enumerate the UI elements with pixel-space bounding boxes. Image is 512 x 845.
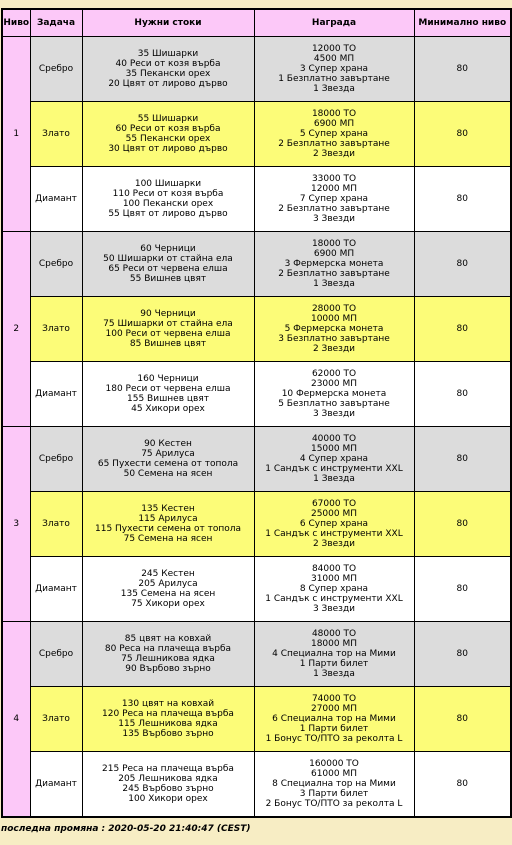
- reward-line: 6900 МП: [313, 119, 355, 129]
- goods-line: 75 Лешникова ядка: [121, 654, 215, 664]
- reward-line: 3 Звезди: [312, 409, 356, 419]
- reward-line: 10 Фермерска монета: [281, 389, 387, 399]
- task-name-cell: Сребро: [30, 232, 82, 297]
- header-row: [2, 9, 511, 37]
- reward-line: 5 Фермерска монета: [284, 324, 384, 334]
- reward-line: 8 Специална тор на Мими: [272, 778, 396, 789]
- quest-table: [1, 8, 512, 818]
- reward-line: 62000 ТО: [311, 369, 357, 379]
- goods-line: 120 Реса на плачеща върба: [102, 709, 234, 719]
- reward-line: 28000 ТО: [311, 304, 357, 314]
- reward-line: 6900 МП: [313, 249, 355, 259]
- goods-line: 160 Черници: [137, 374, 199, 384]
- goods-line: 100 Хикори орех: [128, 793, 208, 804]
- reward-line: 7 Супер храна: [299, 194, 369, 204]
- min-level-cell: 80: [414, 167, 511, 232]
- goods-line: 55 Пекански орех: [125, 134, 211, 144]
- task-name-cell: Сребро: [30, 622, 82, 687]
- task-name-cell: Диамант: [30, 167, 82, 232]
- reward-line: 25000 МП: [310, 509, 358, 519]
- reward-line: 10000 МП: [310, 314, 358, 324]
- goods-line: 100 Пекански орех: [122, 199, 214, 209]
- task-name-cell: Сребро: [30, 37, 82, 102]
- goods-cell: [82, 427, 254, 492]
- reward-cell: [254, 622, 414, 687]
- goods-line: 35 Пекански орех: [125, 69, 211, 79]
- goods-line: 75 Шишарки от стайна ела: [103, 319, 233, 329]
- goods-line: 130 цвят на ковхай: [121, 699, 215, 709]
- reward-line: 12000 ТО: [311, 44, 357, 54]
- goods-line: 55 Шишарки: [137, 114, 199, 124]
- reward-line: 1 Бонус ТО/ПТО за реколта L: [265, 734, 403, 744]
- reward-cell: [254, 167, 414, 232]
- goods-cell: [82, 557, 254, 622]
- reward-line: 48000 ТО: [311, 629, 357, 639]
- quest-table-body: [2, 37, 511, 817]
- reward-cell: [254, 427, 414, 492]
- reward-line: 1 Звезда: [313, 669, 355, 679]
- reward-cell: [254, 232, 414, 297]
- min-level-cell: 80: [414, 622, 511, 687]
- goods-line: 110 Реси от козя върба: [112, 189, 224, 199]
- goods-line: 75 Хикори орех: [131, 599, 205, 609]
- reward-cell: [254, 752, 414, 817]
- goods-cell: [82, 492, 254, 557]
- reward-line: 15000 МП: [310, 444, 358, 454]
- reward-line: 2 Звезди: [312, 539, 356, 549]
- goods-line: 115 Арилуса: [138, 514, 198, 524]
- reward-cell: [254, 687, 414, 752]
- goods-cell: [82, 297, 254, 362]
- goods-line: 30 Цвят от лирово дърво: [108, 144, 228, 154]
- goods-line: 90 Върбово зърно: [125, 664, 211, 674]
- goods-line: 245 Кестен: [141, 569, 195, 579]
- min-level-cell: 80: [414, 102, 511, 167]
- level-cell: 3: [2, 427, 30, 622]
- goods-line: 215 Реса на плачеща върба: [102, 763, 234, 774]
- goods-line: 85 цвят на ковхай: [124, 634, 212, 644]
- reward-cell: [254, 362, 414, 427]
- min-level-cell: 80: [414, 492, 511, 557]
- goods-line: 75 Семена на ясен: [123, 534, 213, 544]
- reward-line: 3 Безплатно завъртане: [278, 334, 390, 344]
- reward-cell: [254, 37, 414, 102]
- table-row: [2, 557, 511, 622]
- reward-line: 67000 ТО: [311, 499, 357, 509]
- table-row: [2, 297, 511, 362]
- min-level-cell: 80: [414, 362, 511, 427]
- table-row: [2, 37, 511, 102]
- goods-line: 100 Шишарки: [134, 179, 202, 189]
- reward-line: 2 Звезди: [312, 149, 356, 159]
- reward-line: 8 Супер храна: [299, 584, 369, 594]
- reward-line: 2 Бонус ТО/ПТО за реколта L: [265, 798, 403, 809]
- reward-line: 1 Звезда: [313, 84, 355, 94]
- goods-line: 75 Арилуса: [141, 449, 195, 459]
- reward-line: 1 Сандък с инструменти XXL: [265, 464, 403, 474]
- reward-line: 3 Звезди: [312, 604, 356, 614]
- min-level-cell: 80: [414, 37, 511, 102]
- reward-line: 40000 ТО: [311, 434, 357, 444]
- task-name-cell: Диамант: [30, 362, 82, 427]
- min-level-cell: 80: [414, 232, 511, 297]
- reward-line: 1 Сандък с инструменти XXL: [265, 529, 403, 539]
- reward-line: 1 Сандък с инструменти XXL: [265, 594, 403, 604]
- reward-line: 4 Специална тор на Мими: [272, 649, 396, 659]
- goods-line: 100 Реси от червена елша: [105, 329, 231, 339]
- goods-cell: [82, 752, 254, 817]
- table-row: [2, 167, 511, 232]
- reward-line: 3 Фермерска монета: [284, 259, 384, 269]
- reward-line: 1 Парти билет: [299, 659, 369, 669]
- goods-line: 180 Реси от червена елша: [105, 384, 231, 394]
- min-level-cell: 80: [414, 687, 511, 752]
- table-row: [2, 492, 511, 557]
- goods-line: 40 Реси от козя върба: [115, 59, 221, 69]
- table-row: [2, 687, 511, 752]
- table-row: [2, 622, 511, 687]
- table-row: [2, 427, 511, 492]
- goods-line: 55 Цвят от лирово дърво: [108, 209, 228, 219]
- min-level-cell: 80: [414, 752, 511, 817]
- reward-cell: [254, 297, 414, 362]
- goods-line: 65 Реси от червена елша: [108, 264, 228, 274]
- task-name-cell: Злато: [30, 492, 82, 557]
- goods-line: 135 Кестен: [141, 504, 195, 514]
- goods-line: 55 Вишнев цвят: [129, 274, 207, 284]
- goods-cell: [82, 687, 254, 752]
- level-cell: 2: [2, 232, 30, 427]
- task-name-cell: Злато: [30, 687, 82, 752]
- reward-line: 6 Супер храна: [299, 519, 369, 529]
- goods-line: 205 Арилуса: [138, 579, 198, 589]
- min-level-cell: 80: [414, 557, 511, 622]
- reward-line: 12000 МП: [310, 184, 358, 194]
- reward-line: 5 Супер храна: [299, 129, 369, 139]
- goods-line: 135 Върбово зърно: [122, 729, 214, 739]
- reward-line: 5 Безплатно завъртане: [278, 399, 390, 409]
- reward-line: 18000 ТО: [311, 239, 357, 249]
- table-row: [2, 752, 511, 817]
- task-name-cell: Злато: [30, 102, 82, 167]
- goods-cell: [82, 362, 254, 427]
- goods-line: 115 Лешникова ядка: [118, 719, 218, 729]
- header-goods: Нужни стоки: [82, 9, 254, 37]
- reward-line: 3 Парти билет: [299, 788, 369, 799]
- table-row: [2, 102, 511, 167]
- reward-line: 84000 ТО: [311, 564, 357, 574]
- goods-line: 245 Върбово зърно: [122, 783, 214, 794]
- reward-line: 2 Безплатно завъртане: [278, 269, 390, 279]
- level-cell: 1: [2, 37, 30, 232]
- goods-cell: [82, 37, 254, 102]
- reward-line: 1 Звезда: [313, 474, 355, 484]
- goods-line: 60 Реси от козя върба: [115, 124, 221, 134]
- reward-line: 31000 МП: [310, 574, 358, 584]
- goods-cell: [82, 167, 254, 232]
- reward-line: 2 Безплатно завъртане: [278, 139, 390, 149]
- reward-line: 6 Специална тор на Мими: [272, 714, 396, 724]
- reward-line: 61000 МП: [310, 768, 358, 779]
- goods-line: 80 Реса на плачеща върба: [104, 644, 232, 654]
- reward-line: 33000 ТО: [311, 174, 357, 184]
- table-row: [2, 362, 511, 427]
- min-level-cell: 80: [414, 427, 511, 492]
- header-level: Ниво: [2, 9, 30, 37]
- task-name-cell: Сребро: [30, 427, 82, 492]
- table-row: [2, 232, 511, 297]
- level-cell: 4: [2, 622, 30, 817]
- goods-line: 155 Вишнев цвят: [127, 394, 209, 404]
- header-min-level: Минимално ниво: [414, 9, 511, 37]
- task-name-cell: Диамант: [30, 557, 82, 622]
- task-name-cell: Диамант: [30, 752, 82, 817]
- reward-line: 18000 ТО: [311, 109, 357, 119]
- reward-cell: [254, 492, 414, 557]
- reward-line: 2 Безплатно завъртане: [278, 204, 390, 214]
- goods-cell: [82, 232, 254, 297]
- reward-line: 1 Звезда: [313, 279, 355, 289]
- reward-cell: [254, 102, 414, 167]
- task-name-cell: Злато: [30, 297, 82, 362]
- reward-cell: [254, 557, 414, 622]
- goods-line: 35 Шишарки: [137, 49, 199, 59]
- goods-line: 85 Вишнев цвят: [129, 339, 207, 349]
- reward-line: 2 Звезди: [312, 344, 356, 354]
- goods-line: 205 Лешникова ядка: [118, 773, 218, 784]
- goods-line: 50 Шишарки от стайна ела: [103, 254, 233, 264]
- goods-line: 90 Черници: [140, 309, 196, 319]
- goods-line: 90 Кестен: [144, 439, 192, 449]
- reward-line: 1 Безплатно завъртане: [278, 74, 390, 84]
- goods-line: 115 Пухести семена от топола: [95, 524, 241, 534]
- goods-line: 45 Хикори орех: [131, 404, 205, 414]
- reward-line: 3 Звезди: [312, 214, 356, 224]
- goods-cell: [82, 102, 254, 167]
- reward-line: 27000 МП: [310, 704, 358, 714]
- reward-line: 3 Супер храна: [299, 64, 369, 74]
- reward-line: 23000 МП: [310, 379, 358, 389]
- goods-line: 20 Цвят от лирово дърво: [108, 79, 228, 89]
- header-task: Задача: [30, 9, 82, 37]
- goods-line: 50 Семена на ясен: [123, 469, 213, 479]
- reward-line: 4500 МП: [313, 54, 355, 64]
- goods-cell: [82, 622, 254, 687]
- reward-line: 4 Супер храна: [299, 454, 369, 464]
- goods-line: 65 Пухести семена от топола: [97, 459, 239, 469]
- last-modified-note: последна промяна : 2020-05-20 21:40:47 (CEST): [1, 824, 251, 834]
- reward-line: 18000 МП: [310, 639, 358, 649]
- reward-line: 160000 ТО: [309, 758, 359, 769]
- header-reward: Награда: [254, 9, 414, 37]
- reward-line: 74000 ТО: [311, 694, 357, 704]
- min-level-cell: 80: [414, 297, 511, 362]
- reward-line: 1 Парти билет: [299, 724, 369, 734]
- goods-line: 135 Семена на ясен: [120, 589, 216, 599]
- goods-line: 60 Черници: [140, 244, 196, 254]
